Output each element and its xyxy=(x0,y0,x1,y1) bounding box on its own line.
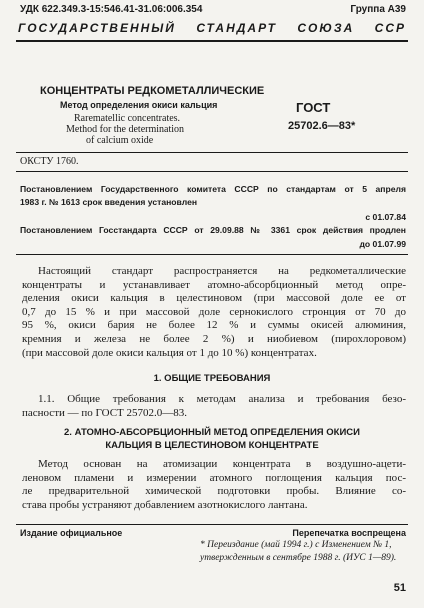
english-title-line-1: Rarematellic concentrates. xyxy=(74,113,181,124)
title-rule xyxy=(16,152,408,153)
footer-rule xyxy=(16,524,408,525)
page-number: 51 xyxy=(393,582,406,594)
intro-line: деления окиси кальция в целестиновом (при массовой доле ее от xyxy=(22,292,406,305)
section-1-line: пасности — по ГОСТ 25702.0—83. xyxy=(22,406,187,419)
header-rule xyxy=(16,40,408,42)
gost-number: 25702.6—83* xyxy=(288,120,356,132)
section-2-line: ле предварительной химической подготовки пробы. Влияние со- xyxy=(22,485,406,498)
decree-rule xyxy=(16,254,408,255)
decree-line-2: 1983 г. № 1613 срок введения установлен xyxy=(20,197,198,207)
gost-label: ГОСТ xyxy=(296,100,331,115)
intro-line: 0,7 до 15 % и при массовой доле сернокислого стронция от 70 до xyxy=(22,305,406,318)
decree-date-2: до 01.07.99 xyxy=(359,239,406,249)
decree-date-1: с 01.07.84 xyxy=(365,212,406,222)
english-title-line-2: Method for the determination xyxy=(66,124,185,135)
section-2-heading-line-1: 2. АТОМНО-АБСОРБЦИОННЫЙ МЕТОД ОПРЕДЕЛЕНИЯ ОКИСИ xyxy=(64,427,360,438)
document-title: КОНЦЕНТРАТЫ РЕДКОМЕТАЛЛИЧЕСКИЕ xyxy=(40,85,265,97)
reissue-note-line-1: * Переиздание (май 1994 г.) с Изменением № 1, xyxy=(200,540,392,550)
intro-line: концентраты и устанавливает атомно-абсорбционный метод опре- xyxy=(22,278,406,291)
section-2-line: става пробы устраняют добавлением азотнокислого лантана. xyxy=(22,498,308,511)
okstu-rule xyxy=(16,171,408,172)
okstu-code: ОКСТУ 1760. xyxy=(20,156,79,167)
english-title-line-3: of calcium oxide xyxy=(86,135,154,146)
section-1-line: 1.1. Общие требования к методам анализа и требования безо- xyxy=(38,393,406,405)
intro-line: Настоящий стандарт распространяется на редкометаллические xyxy=(38,265,406,277)
decree-line-3: Постановлением Госстандарта СССР от 29.09.88 № 3361 срок действия продлен xyxy=(20,225,406,235)
official-edition-label: Издание официальное xyxy=(20,528,123,538)
section-1-heading: 1. ОБЩИЕ ТРЕБОВАНИЯ xyxy=(153,373,271,384)
intro-line: 95 %, окиси бария не более 12 % и суммы окисей алюминия, xyxy=(22,319,406,332)
intro-line: (при массовой доле окиси кальция от 1 до 10 %) концентратах. xyxy=(22,346,317,359)
reissue-note-line-2: утвержденным в сентябре 1988 г. (ИУС 1—89). xyxy=(200,553,397,563)
document-subtitle: Метод определения окиси кальция xyxy=(60,100,218,110)
section-2-text xyxy=(22,458,406,512)
intro-line: кремния и железа не более 2 %) и ниобиевом (пирохлоровом) xyxy=(22,332,406,345)
decree-line-1: Постановлением Государственного комитета СССР по стандартам от 5 апреля xyxy=(20,184,406,194)
section-1-text xyxy=(22,393,406,420)
group-code: Группа А39 xyxy=(350,4,406,15)
section-2-line: леновом пламени и измерении атомного поглощения кальция пос- xyxy=(22,471,406,484)
reprint-prohibited-label: Перепечатка воспрещена xyxy=(292,528,406,538)
udc-code: УДК 622.349.3-15:546.41-31.06:006.354 xyxy=(20,4,203,15)
state-standard-banner: ГОСУДАРСТВЕННЫЙ СТАНДАРТ СОЮЗА ССР xyxy=(18,21,406,35)
section-2-heading-line-2: КАЛЬЦИЯ В ЦЕЛЕСТИНОВОМ КОНЦЕНТРАТЕ xyxy=(105,440,319,451)
intro-paragraph xyxy=(22,265,406,360)
section-2-line: Метод основан на атомизации концентрата в воздушно-ацети- xyxy=(38,458,406,470)
